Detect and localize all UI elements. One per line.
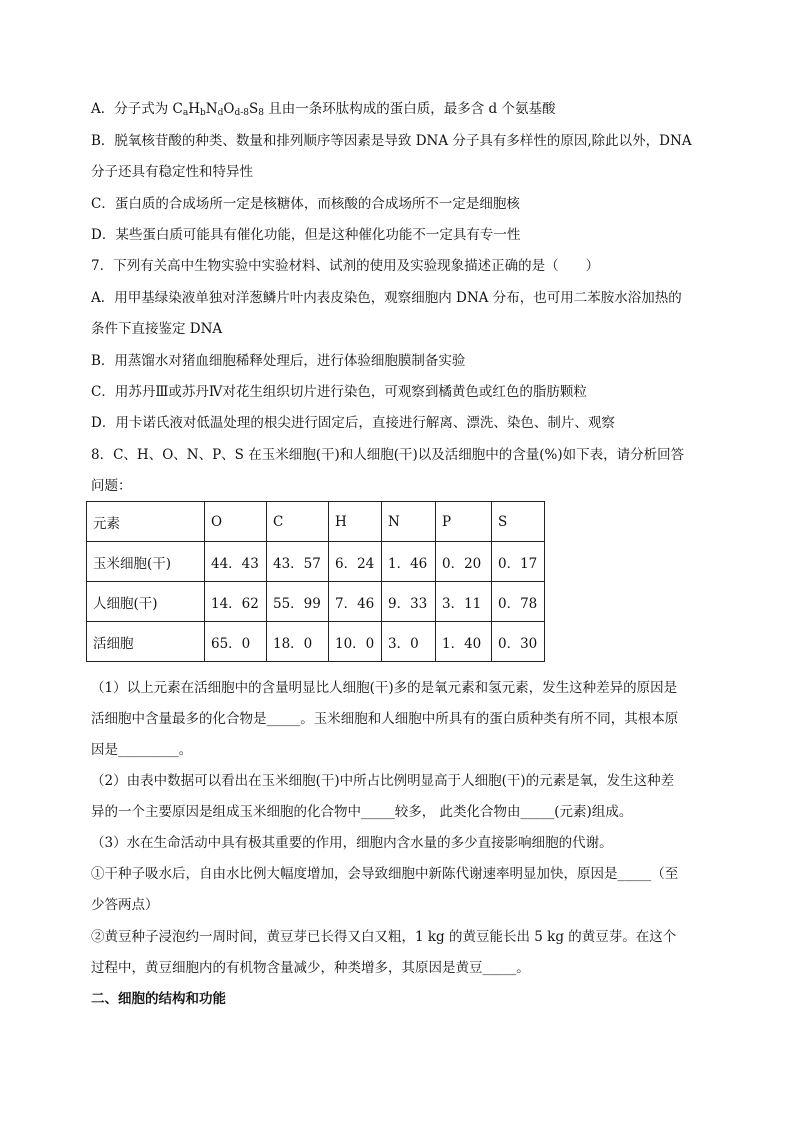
q7-option-a-line2: 条件下直接鉴定 DNA: [91, 321, 223, 337]
q6-a-text: 且由一条环肽构成的蛋白质，最多含 d 个氨基酸: [263, 101, 556, 117]
table-cell: 6．24: [329, 542, 382, 582]
table-cell: 44．43: [205, 542, 267, 582]
q7-stem: 7．下列有关高中生物实验中实验材料、试剂的使用及实验现象描述正确的是（ ）: [91, 258, 600, 274]
formula-subscript: d-8: [234, 108, 249, 118]
q8-sub2-line2: 异的一个主要原因是组成玉米细胞的化合物中_____较多， 此类化合物由_____(元素)组成。: [91, 804, 633, 820]
q7-option-d: D．用卡诺氏液对低温处理的根尖进行固定后，直接进行解离、漂洗、染色、制片、观察: [91, 415, 615, 431]
section-heading: 二、细胞的结构和功能: [91, 991, 226, 1007]
table-header-cell: C: [267, 502, 329, 542]
table-cell: 玉米细胞(干): [87, 542, 205, 582]
q6-option-d: D．某些蛋白质可能具有催化功能，但是这种催化功能不一定具有专一性: [91, 227, 521, 243]
table-cell: 活细胞: [87, 622, 205, 662]
formula-element: S: [248, 101, 259, 117]
formula-subscript: d: [217, 108, 224, 118]
table-cell: 18．0: [267, 622, 329, 662]
formula-subscript: b: [200, 108, 206, 118]
table-cell: 55．99: [267, 582, 329, 622]
q8-sub1-line1: （1）以上元素在活细胞中的含量明显比人细胞(干)多的是氧元素和氢元素，发生这种差异的原因是: [91, 680, 678, 696]
q8-stem-line2: 问题：: [91, 478, 132, 494]
formula-element: N: [205, 101, 218, 117]
table-header-cell: N: [382, 502, 436, 542]
q8-sub1-line2: 活细胞中含量最多的化合物是_____。玉米细胞和人细胞中所具有的蛋白质种类有所不同，其根本原: [91, 711, 679, 727]
q8-sub3-1-line1: ①干种子吸水后，自由水比例大幅度增加，会导致细胞中新陈代谢速率明显加快，原因是_____（至: [91, 866, 679, 882]
table-cell: 0．17: [492, 542, 545, 582]
q8-sub2-line1: （2）由表中数据可以看出在玉米细胞(干)中所占比例明显高于人细胞(干)的元素是氧，发生这种差: [91, 773, 675, 789]
table-cell: 14．62: [205, 582, 267, 622]
q8-sub3: （3）水在生命活动中具有极其重要的作用，细胞内含水量的多少直接影响细胞的代谢。: [91, 835, 613, 851]
table-cell: 3．0: [382, 622, 436, 662]
table-cell: 0．78: [492, 582, 545, 622]
table-cell: 3．11: [436, 582, 492, 622]
table-cell: 9．33: [382, 582, 436, 622]
formula-element: O: [223, 101, 235, 117]
table-row: [87, 542, 545, 582]
table-header-cell: S: [492, 502, 545, 542]
table-header-cell: O: [205, 502, 267, 542]
table-cell: 人细胞(干): [87, 582, 205, 622]
table-header-cell: P: [436, 502, 492, 542]
table-cell: 1．46: [382, 542, 436, 582]
element-content-table: [86, 501, 545, 662]
q6-option-c: C．蛋白质的合成场所一定是核糖体，而核酸的合成场所不一定是细胞核: [91, 196, 520, 212]
q8-sub3-2-line1: ②黄豆种子浸泡约一周时间，黄豆芽已长得又白又粗，1 kg 的黄豆能长出 5 kg 的黄豆芽。在这个: [91, 929, 677, 945]
formula-element: H: [188, 101, 201, 117]
q8-sub3-1-line2: 少答两点）: [91, 897, 159, 913]
table-row: [87, 622, 545, 662]
table-cell: 7．46: [329, 582, 382, 622]
q7-option-b: B．用蒸馏水对猪血细胞稀释处理后，进行体验细胞膜制备实验: [91, 353, 466, 369]
formula-subscript: 8: [258, 108, 264, 118]
q6-a-text: A．分子式为 C: [91, 101, 183, 117]
q7-option-a-line1: A．用甲基绿染液单独对洋葱鳞片叶内表皮染色，观察细胞内 DNA 分布，也可用二苯胺水浴加热的: [91, 290, 682, 306]
table-row: [87, 582, 545, 622]
formula-subscript: a: [182, 108, 189, 118]
table-header-cell: 元素: [87, 502, 205, 542]
table-cell: 65．0: [205, 622, 267, 662]
table-cell: 43．57: [267, 542, 329, 582]
q8-sub3-2-line2: 过程中，黄豆细胞内的有机物含量减少，种类增多，其原因是黄豆_____。: [91, 960, 530, 976]
table-cell: 0．30: [492, 622, 545, 662]
table-header-cell: H: [329, 502, 382, 542]
q6-option-b-line1: B．脱氧核苷酸的种类、数量和排列顺序等因素是导致 DNA 分子具有多样性的原因,除此以外，DNA: [91, 133, 692, 149]
table-cell: 10．0: [329, 622, 382, 662]
q8-stem-line1: 8．C、H、O、N、P、S 在玉米细胞(干)和人细胞(干)以及活细胞中的含量(%)如下表，请分析回答: [91, 447, 685, 463]
table-cell: 0．20: [436, 542, 492, 582]
q6-option-b-line2: 分子还具有稳定性和特异性: [91, 164, 253, 180]
q8-sub1-line3: 因是_________。: [91, 742, 193, 758]
table-header-row: [87, 502, 545, 542]
q6-option-a: [91, 100, 711, 122]
table-cell: 1．40: [436, 622, 492, 662]
q7-option-c: C．用苏丹Ⅲ或苏丹Ⅳ对花生组织切片进行染色，可观察到橘黄色或红色的脂肪颗粒: [91, 384, 587, 400]
